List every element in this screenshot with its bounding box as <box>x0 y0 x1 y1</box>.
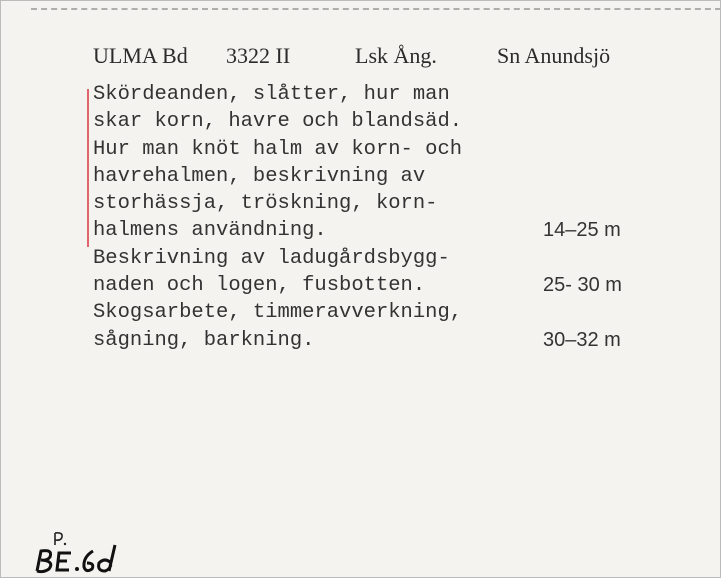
entry-line <box>93 81 653 108</box>
handwritten-signature <box>31 523 141 577</box>
entry-text: Hur man knöt halm av korn- och <box>93 137 463 161</box>
entry-line <box>93 190 653 217</box>
entry-line <box>93 299 653 326</box>
entry-line <box>93 245 653 272</box>
entry-line <box>93 136 653 163</box>
archive-label: ULMA Bd <box>93 43 188 68</box>
entry-text: Beskrivning av ladugårdsbygg- <box>93 246 450 270</box>
entry-text: halmens användning. <box>93 219 327 243</box>
entry-text: Skördeanden, slåtter, hur man <box>93 83 450 106</box>
district-label: Lsk Ång. <box>355 43 437 68</box>
entry-pages: 25- 30 m <box>543 274 622 297</box>
record-number: 3322 II <box>226 43 291 68</box>
entry-line <box>93 272 653 299</box>
entry-text: havrehalmen, beskrivning av <box>93 164 426 188</box>
entry-line <box>93 108 653 135</box>
entry-text: skar korn, havre och blandsäd. <box>93 110 463 134</box>
entry-text: naden och logen, fusbotten. <box>93 274 426 298</box>
entry-text: Skogsarbete, timmeravverkning, <box>93 301 463 325</box>
entry-line <box>93 327 653 354</box>
entry-pages: 14–25 m <box>543 219 621 242</box>
parish-label: Sn Anundsjö <box>497 43 611 68</box>
entry-line <box>93 217 653 244</box>
red-margin-mark <box>87 89 89 247</box>
entries-list <box>93 81 653 354</box>
entry-line <box>93 163 653 190</box>
entry-pages: 30–32 m <box>543 328 621 351</box>
top-rule <box>31 8 721 10</box>
entry-text: sågning, barkning. <box>93 328 315 352</box>
entry-text: storhässja, tröskning, korn- <box>93 192 438 216</box>
